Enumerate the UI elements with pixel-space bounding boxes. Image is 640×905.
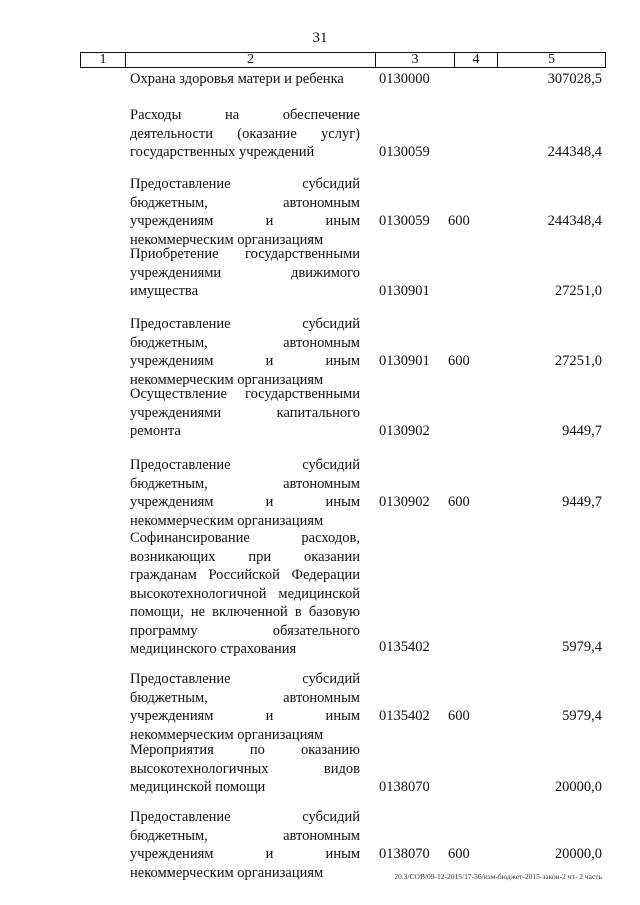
header-col-3: 3: [376, 53, 455, 67]
row-code: 0130000: [379, 71, 430, 87]
row-amount: 244348,4: [547, 213, 602, 229]
table-header: [80, 52, 606, 68]
row-description: Осуществление государственными учреждениями капитального ремонта: [130, 386, 360, 439]
row-description: Предоставление субсидий бюджетным, автономным учреждениям и иным некоммерческим организациям: [130, 316, 360, 388]
row-code: 0130059: [379, 213, 430, 229]
row-code: 0130902: [379, 423, 430, 439]
row-description: Предоставление субсидий бюджетным, автономным учреждениям и иным некоммерческим организациям: [130, 176, 360, 248]
row-type: 600: [448, 213, 470, 229]
row-description: Приобретение государственными учреждениями движимого имущества: [130, 246, 360, 299]
row-description: Софинансирование расходов, возникающих при оказании гражданам Российской Федерации высокотехнологичной медицинской помощи, не включенной в базовую программу обязательного медицинского страхования: [130, 530, 360, 657]
row-amount: 27251,0: [554, 283, 602, 299]
row-amount: 20000,0: [554, 846, 602, 862]
row-amount: 27251,0: [554, 353, 602, 369]
row-code: 0135402: [379, 708, 430, 724]
row-code: 0130901: [379, 353, 430, 369]
row-type: 600: [448, 353, 470, 369]
row-amount: 307028,5: [547, 71, 602, 87]
row-code: 0130059: [379, 144, 430, 160]
row-type: 600: [448, 846, 470, 862]
row-code: 0135402: [379, 639, 430, 655]
page-number: 31: [312, 30, 328, 46]
row-amount: 9449,7: [562, 423, 602, 439]
row-type: 600: [448, 708, 470, 724]
row-description: Охрана здоровья матери и ребенка: [130, 71, 344, 87]
row-description: Предоставление субсидий бюджетным, автономным учреждениям и иным некоммерческим организациям: [130, 457, 360, 529]
document-footer: 20.3/СОВ/09-12-2015/17-36/изм-бюджет-2015-закон-2 чт- 2 часть: [394, 872, 602, 881]
header-col-4: 4: [455, 53, 498, 67]
row-description: Предоставление субсидий бюджетным, автономным учреждениям и иным некоммерческим организациям: [130, 671, 360, 743]
header-col-1: 1: [81, 53, 126, 67]
row-description: Предоставление субсидий бюджетным, автономным учреждениям и иным некоммерческим организациям: [130, 809, 360, 881]
row-code: 0130902: [379, 494, 430, 510]
row-code: 0138070: [379, 779, 430, 795]
row-amount: 20000,0: [554, 779, 602, 795]
row-amount: 5979,4: [562, 639, 602, 655]
row-amount: 244348,4: [547, 144, 602, 160]
header-col-5: 5: [548, 52, 555, 67]
header-col-2: 2: [126, 53, 376, 67]
row-code: 0130901: [379, 283, 430, 299]
row-description: Расходы на обеспечение деятельности (оказание услуг) государственных учреждений: [130, 107, 360, 160]
row-description: Мероприятия по оказанию высокотехнологичных видов медицинской помощи: [130, 742, 360, 795]
row-type: 600: [448, 494, 470, 510]
row-amount: 5979,4: [562, 708, 602, 724]
row-code: 0138070: [379, 846, 430, 862]
row-amount: 9449,7: [562, 494, 602, 510]
